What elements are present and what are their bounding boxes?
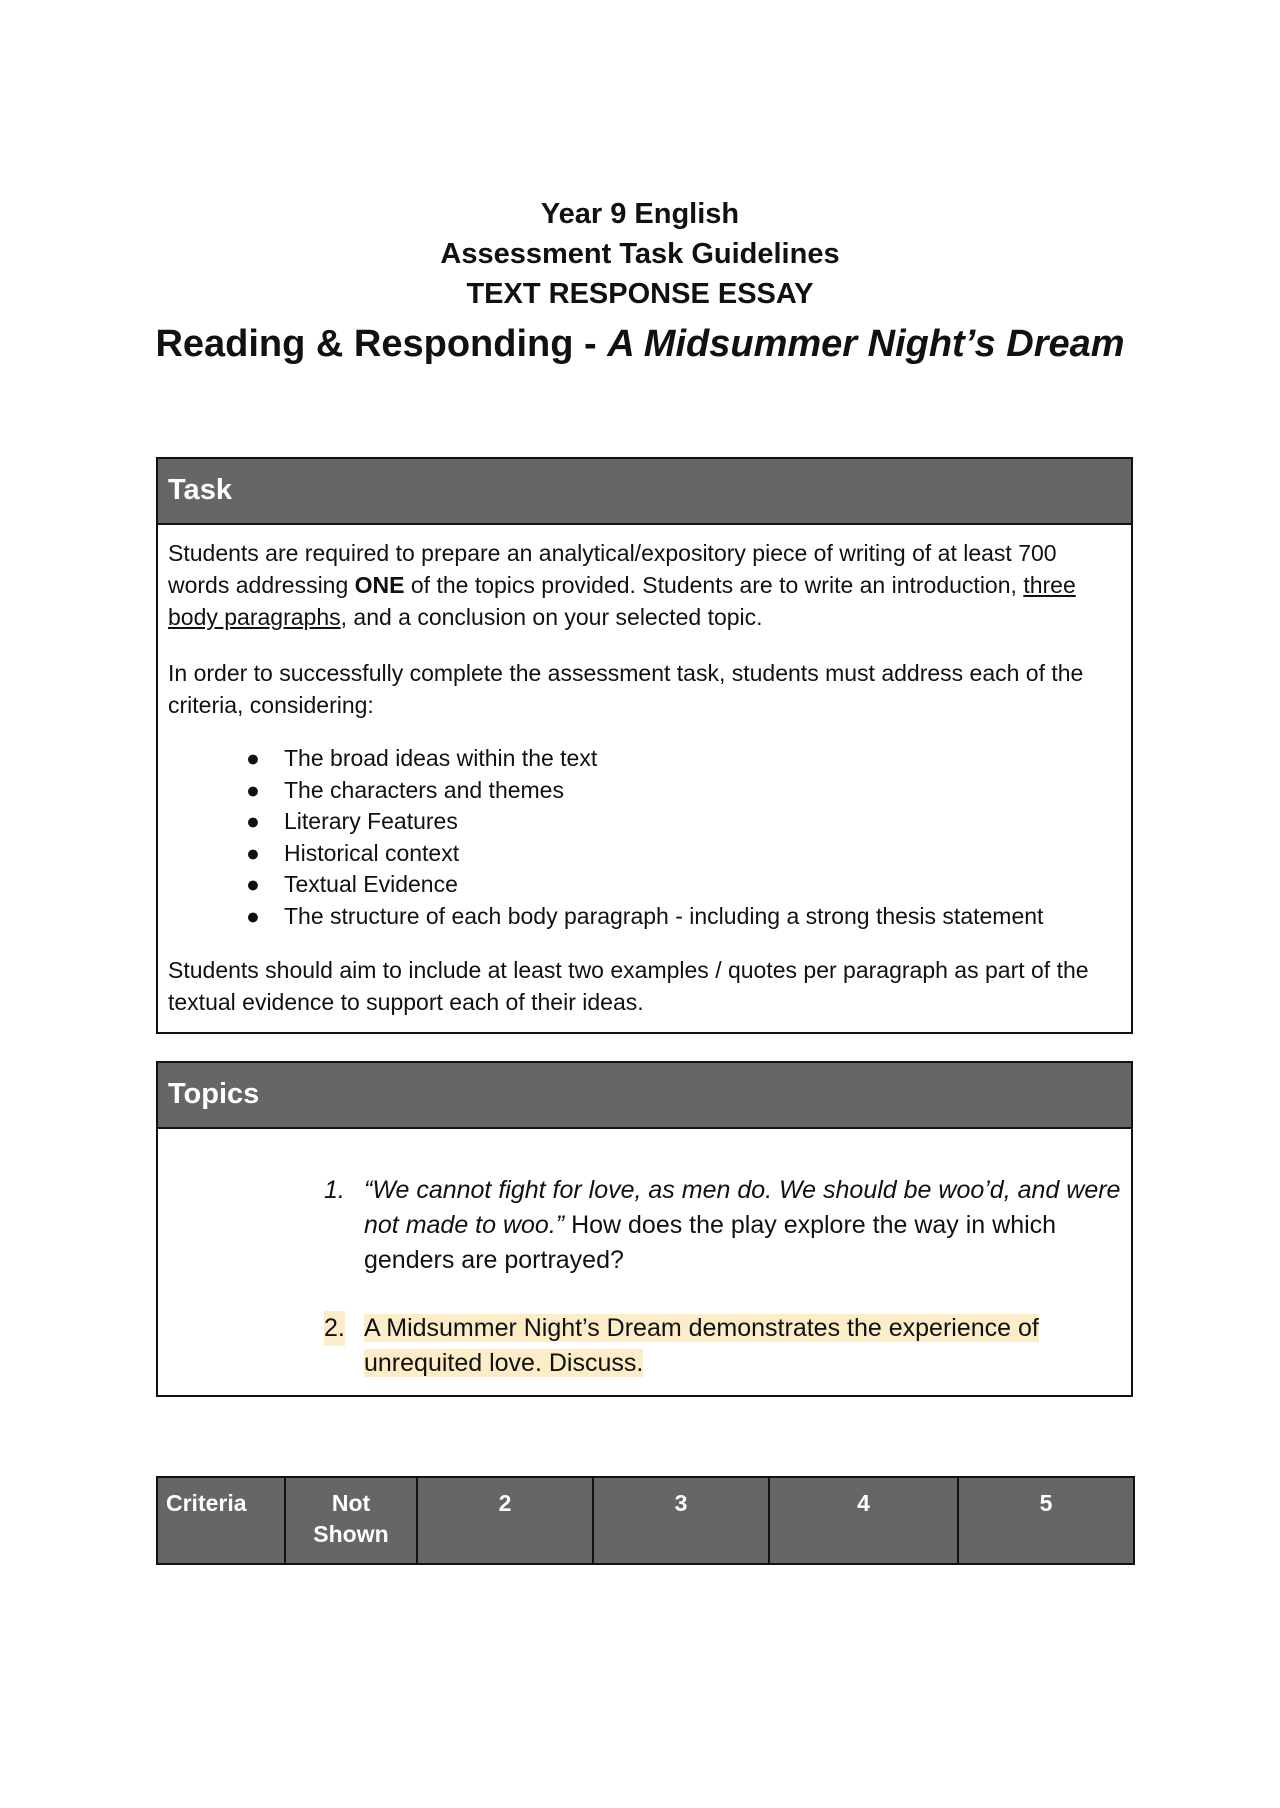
list-item: ● Literary Features: [168, 806, 1121, 838]
bullet-icon: ●: [246, 902, 260, 929]
topic-number: 2.: [324, 1311, 345, 1346]
task-heading: Task: [158, 459, 1131, 525]
task-section: [156, 457, 1133, 1034]
underlined-text: three body paragraphs: [168, 572, 1076, 630]
topic-1: [168, 1173, 1121, 1278]
topic-quote: “We cannot fight for love, as men do. We should be woo’d, and were not made to woo.”: [364, 1176, 1121, 1239]
score-3-header: 3: [593, 1477, 769, 1564]
score-2-header: 2: [417, 1477, 593, 1564]
task-body: [158, 525, 1131, 1032]
topic-question: How does the play explore the way in which genders are portrayed?: [364, 1211, 1057, 1274]
list-item: ● The structure of each body paragraph - including a strong thesis statement: [168, 901, 1121, 933]
essay-type-title: TEXT RESPONSE ESSAY: [466, 278, 814, 310]
topics-heading: Topics: [158, 1063, 1131, 1129]
task-paragraph-2: In order to successfully complete the assessment task, students must address each of the criteria, considering:: [168, 660, 1084, 718]
bullet-icon: ●: [246, 776, 260, 803]
criteria-header-row: [157, 1477, 1134, 1564]
list-item: ● The characters and themes: [168, 775, 1121, 807]
topics-section: [156, 1061, 1133, 1397]
main-title: Reading & Responding - A Midsummer Night’s Dream: [155, 323, 1125, 365]
topics-body: [158, 1129, 1131, 1395]
task-paragraph-1: Students are required to prepare an analytical/expository piece of writing of at least 700 words addressing ONE of the topics provided. Students are to write an introduction, three body paragraphs, and a conclusion on your selected topic.: [168, 540, 1076, 630]
score-4-header: 4: [769, 1477, 958, 1564]
bullet-icon: ●: [246, 839, 260, 866]
play-title: A Midsummer Night’s Dream: [607, 323, 1125, 365]
bullet-icon: ●: [246, 871, 260, 897]
bullet-icon: ●: [246, 808, 260, 834]
criteria-bullet-list: [168, 743, 1121, 932]
score-5-header: 5: [958, 1477, 1134, 1564]
list-item: ● Historical context: [168, 838, 1121, 870]
list-item: ● The broad ideas within the text: [168, 743, 1121, 775]
list-item: ● Textual Evidence: [168, 869, 1121, 901]
not-shown-header: Not Shown: [285, 1477, 417, 1564]
topic-highlighted-text: A Midsummer Night’s Dream demonstrates the experience of unrequited love. Discuss.: [364, 1314, 1039, 1377]
criteria-table: [156, 1476, 1135, 1565]
bullet-icon: ●: [246, 745, 260, 771]
topic-2: [168, 1311, 1121, 1381]
guidelines-title: Assessment Task Guidelines: [440, 238, 840, 270]
document-header: [0, 194, 1280, 370]
subject-title: Year 9 English: [540, 198, 740, 230]
topic-number: 1.: [324, 1176, 345, 1204]
criteria-header: Criteria: [157, 1477, 285, 1564]
task-paragraph-3: Students should aim to include at least two examples / quotes per paragraph as part of the textual evidence to support each of their ideas.: [168, 957, 1089, 1015]
